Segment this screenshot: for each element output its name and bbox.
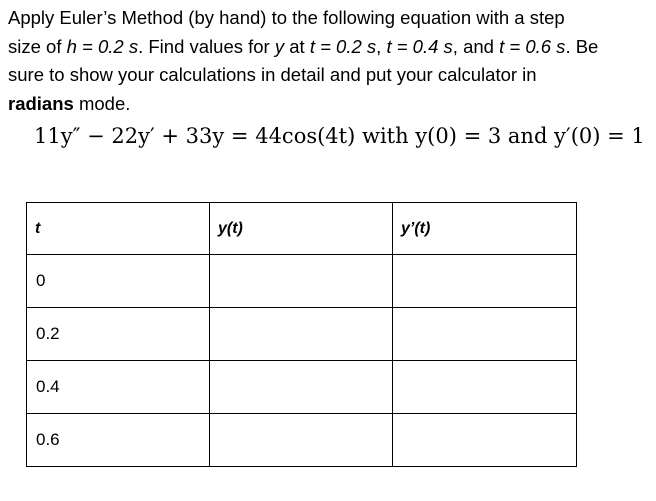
column-header-yprime: y’(t) [393, 203, 577, 255]
column-header-t: t [27, 203, 210, 255]
problem-line-3: sure to show your calculations in detail and put your calculator in [8, 64, 537, 85]
table-row [27, 308, 577, 361]
problem-line-2 [8, 33, 648, 62]
cell-t: 0.6 [27, 414, 210, 467]
cell-yprime[interactable] [393, 361, 577, 414]
problem-statement [8, 4, 648, 118]
time-value-3: t = 0.6 s [499, 35, 566, 57]
answer-table [26, 202, 577, 467]
text-fragment: size of [8, 35, 67, 57]
text-fragment: . Be [565, 35, 599, 57]
time-value-1: t = 0.2 s [309, 35, 377, 57]
time-value-2: t = 0.4 s [386, 35, 453, 57]
cell-t: 0.4 [27, 361, 210, 414]
table-row [27, 255, 577, 308]
radians-emphasis: radians [8, 92, 74, 114]
table-row [27, 414, 577, 467]
cell-y[interactable] [210, 308, 393, 361]
problem-line-4 [8, 90, 648, 119]
problem-line-1: Apply Euler’s Method (by hand) to the following equation with a step [8, 7, 565, 28]
cell-yprime[interactable] [393, 414, 577, 467]
variable-y: y [274, 35, 285, 57]
differential-equation: 11y″ − 22y′ + 33y = 44cos(4t) with y(0) = 3 and y′(0) = 1 [34, 124, 645, 148]
cell-y[interactable] [210, 255, 393, 308]
column-header-y: y(t) [210, 203, 393, 255]
text-fragment: , [376, 35, 387, 57]
text-fragment: at [284, 35, 310, 57]
cell-t: 0 [27, 255, 210, 308]
table-row [27, 361, 577, 414]
step-size: h = 0.2 s [66, 35, 139, 57]
text-fragment: . Find values for [138, 35, 275, 57]
cell-y[interactable] [210, 414, 393, 467]
text-fragment: mode. [73, 92, 131, 114]
cell-y[interactable] [210, 361, 393, 414]
table-header-row [27, 203, 577, 255]
text-fragment: , and [452, 35, 500, 57]
cell-t: 0.2 [27, 308, 210, 361]
cell-yprime[interactable] [393, 255, 577, 308]
cell-yprime[interactable] [393, 308, 577, 361]
